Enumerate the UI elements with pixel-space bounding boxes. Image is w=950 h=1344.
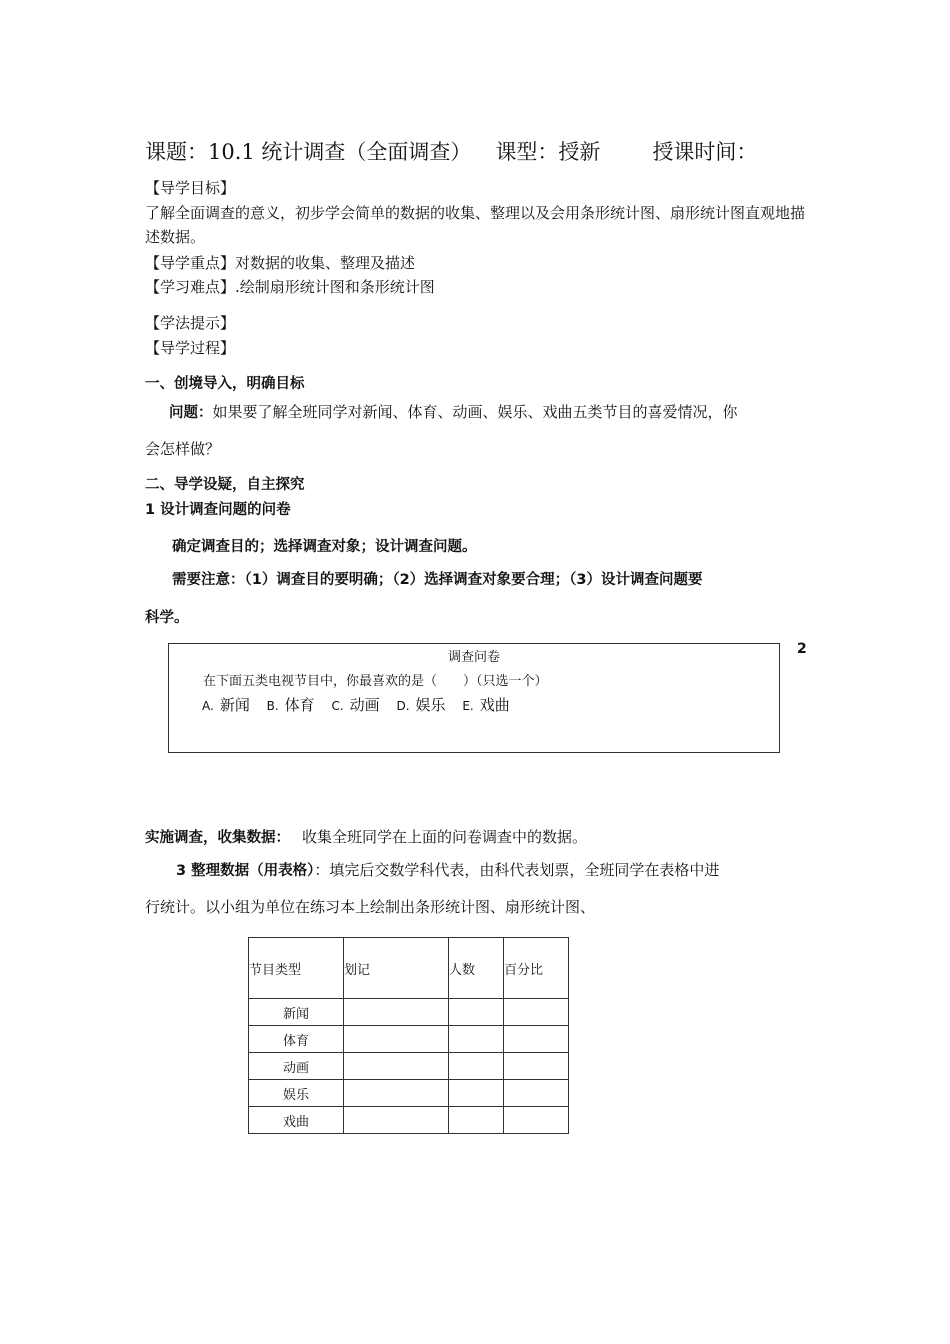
organize-text: ：填完后交数学科代表，由科代表划票，全班同学在表格中进 bbox=[314, 861, 720, 879]
survey-title: 调查问卷 bbox=[447, 650, 500, 665]
question-line bbox=[169, 400, 738, 425]
count-cell[interactable] bbox=[449, 1053, 504, 1080]
option-e: E. 戏曲 bbox=[462, 696, 510, 714]
option-b: B. 体育 bbox=[266, 696, 315, 714]
percent-cell[interactable] bbox=[504, 1107, 569, 1134]
topic-text: 课题：10.1 统计调查（全面调查） bbox=[145, 140, 472, 164]
table-row bbox=[249, 1080, 569, 1107]
survey-question: 在下面五类电视节目中，你最喜欢的是（ ）（只选一个） bbox=[203, 674, 548, 689]
count-cell[interactable] bbox=[449, 1107, 504, 1134]
option-a: A. 新闻 bbox=[202, 696, 250, 714]
count-cell[interactable] bbox=[449, 1080, 504, 1107]
table-row bbox=[249, 1107, 569, 1134]
organize-cont: 行统计。以小组为单位在练习本上绘制出条形统计图、扇形统计图、 bbox=[145, 898, 596, 916]
tally-cell[interactable] bbox=[344, 1053, 449, 1080]
count-cell[interactable] bbox=[449, 999, 504, 1026]
lesson-time: 授课时间： bbox=[652, 140, 758, 164]
steps-text: 确定调查目的；选择调查对象；设计调查问题。 bbox=[172, 539, 477, 555]
tally-cell[interactable] bbox=[344, 1080, 449, 1107]
row-label: 戏曲 bbox=[282, 1114, 309, 1130]
table-header-row bbox=[249, 938, 569, 999]
tally-cell[interactable] bbox=[344, 1107, 449, 1134]
percent-cell[interactable] bbox=[504, 1080, 569, 1107]
collect-text: 收集全班同学在上面的问卷调查中的数据。 bbox=[302, 828, 588, 846]
row-label: 新闻 bbox=[282, 1006, 309, 1022]
row-label: 体育 bbox=[282, 1033, 309, 1049]
tally-table bbox=[248, 937, 569, 1134]
method-hint: 【学法提示】 bbox=[145, 314, 236, 332]
difficulty: 【学习难点】.绘制扇形统计图和条形统计图 bbox=[145, 278, 435, 296]
process-heading: 【导学过程】 bbox=[145, 339, 236, 357]
tally-cell[interactable] bbox=[344, 999, 449, 1026]
collect-line bbox=[145, 825, 587, 850]
goal-text: 了解全面调查的意义，初步学会简单的数据的收集、整理以及会用条形统计图、扇形统计图直观地描述数据。 bbox=[145, 204, 806, 246]
collect-label: 实施调查，收集数据： bbox=[145, 830, 290, 846]
notes-cont: 科学。 bbox=[145, 610, 189, 626]
header-percent: 百分比 bbox=[504, 938, 569, 999]
organize-line bbox=[176, 858, 719, 883]
header-program-type: 节目类型 bbox=[249, 938, 344, 999]
percent-cell[interactable] bbox=[504, 1026, 569, 1053]
survey-options bbox=[202, 694, 522, 715]
part2-heading: 二、导学设疑，自主探究 bbox=[145, 477, 305, 493]
percent-cell[interactable] bbox=[504, 1053, 569, 1080]
notes-text: 需要注意：（1）调查目的要明确；（2）选择调查对象要合理；（3）设计调查问题要 bbox=[172, 572, 703, 588]
percent-cell[interactable] bbox=[504, 999, 569, 1026]
question-label: 问题： bbox=[169, 405, 213, 421]
row-label: 动画 bbox=[282, 1060, 309, 1076]
table-row bbox=[249, 1053, 569, 1080]
row-label: 娱乐 bbox=[282, 1087, 309, 1103]
table-row bbox=[249, 1026, 569, 1053]
page-title bbox=[145, 136, 757, 166]
table-row bbox=[249, 999, 569, 1026]
option-d: D. 娱乐 bbox=[396, 696, 446, 714]
key-point: 【导学重点】对数据的收集、整理及描述 bbox=[145, 254, 416, 272]
option-c: C. 动画 bbox=[331, 696, 380, 714]
lesson-type: 课型：授新 bbox=[495, 140, 601, 164]
organize-label: 3 整理数据（用表格） bbox=[176, 863, 315, 879]
header-tally: 划记 bbox=[344, 938, 449, 999]
side-number: 2 bbox=[797, 641, 807, 657]
survey-questionnaire bbox=[168, 643, 780, 753]
header-count: 人数 bbox=[449, 938, 504, 999]
count-cell[interactable] bbox=[449, 1026, 504, 1053]
question-cont: 会怎样做？ bbox=[145, 440, 221, 458]
question-text: 如果要了解全班同学对新闻、体育、动画、娱乐、戏曲五类节目的喜爱情况，你 bbox=[212, 403, 738, 421]
part2-sub1: 1 设计调查问题的问卷 bbox=[145, 502, 291, 518]
goal-heading: 【导学目标】 bbox=[145, 179, 236, 197]
part1-heading: 一、创境导入，明确目标 bbox=[145, 376, 305, 392]
tally-cell[interactable] bbox=[344, 1026, 449, 1053]
